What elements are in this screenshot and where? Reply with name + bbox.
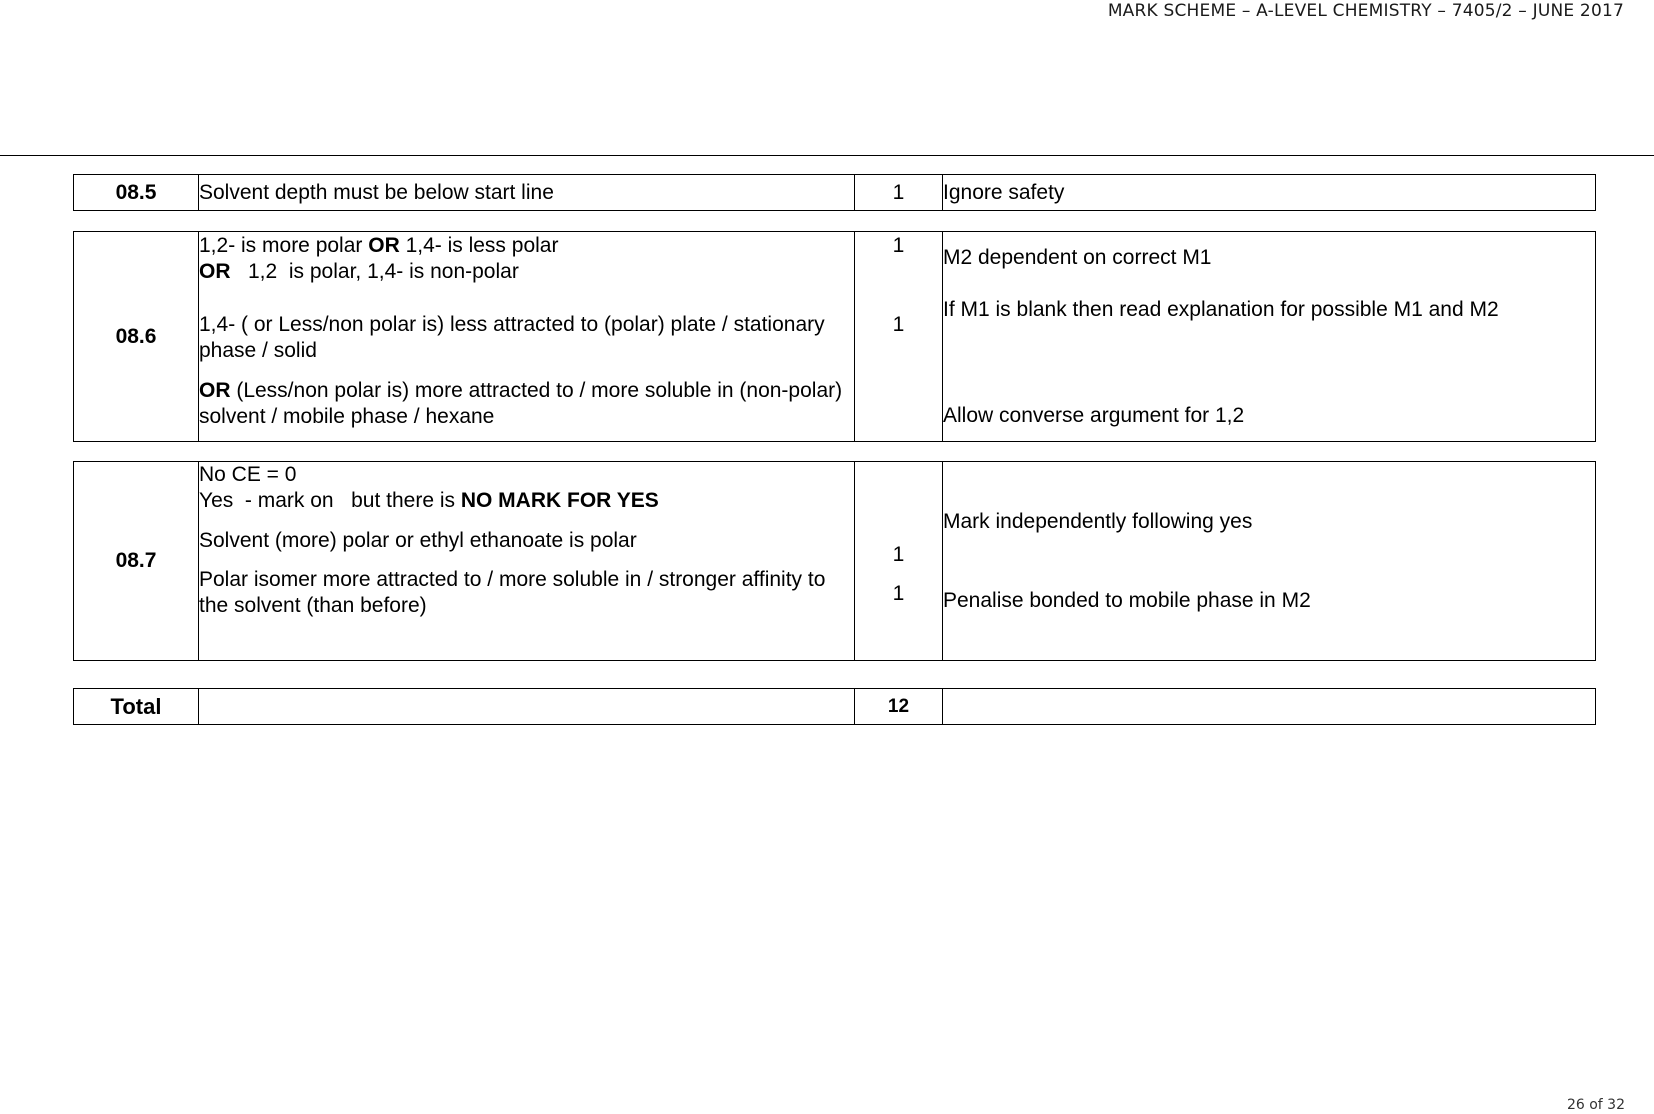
mark-cell bbox=[855, 232, 943, 442]
document-header: MARK SCHEME – A-LEVEL CHEMISTRY – 7405/2 – JUNE 2017 bbox=[1107, 1, 1624, 21]
answer-cell: Solvent depth must be below start line bbox=[199, 175, 855, 211]
mark-value: 1 bbox=[892, 582, 905, 605]
total-mark: 12 bbox=[855, 689, 943, 725]
total-guidance-cell bbox=[943, 689, 1596, 725]
answer-text: 1,2- is more polar bbox=[199, 234, 369, 257]
question-number: 08.7 bbox=[74, 462, 199, 661]
mark-table-total bbox=[73, 688, 1596, 725]
guidance-line: Mark independently following yes bbox=[943, 510, 1253, 533]
table-row bbox=[74, 462, 1596, 661]
total-label: Total bbox=[74, 689, 199, 725]
guidance-cell bbox=[943, 462, 1596, 661]
guidance-line: Penalise bonded to mobile phase in M2 bbox=[943, 589, 1311, 612]
answer-text: Yes - mark on but there is bbox=[199, 489, 461, 512]
guidance-cell bbox=[943, 232, 1596, 442]
table-row bbox=[74, 689, 1596, 725]
answer-line bbox=[199, 488, 854, 514]
no-mark-note: NO MARK FOR YES bbox=[460, 489, 659, 512]
guidance-line: Allow converse argument for 1,2 bbox=[943, 404, 1245, 427]
answer-text: (Less/non polar is) more attracted to / more soluble in (non-polar) solvent / mobile phase / hexane bbox=[199, 379, 843, 428]
table-row bbox=[74, 175, 1596, 211]
answer-cell bbox=[199, 462, 855, 661]
answer-line: 1,4- ( or Less/non polar is) less attracted to (polar) plate / stationary phase / solid bbox=[199, 313, 825, 362]
mark-value: 1 bbox=[892, 543, 905, 566]
mark-value: 1 bbox=[892, 234, 905, 257]
guidance-cell: Ignore safety bbox=[943, 175, 1596, 211]
question-number: 08.5 bbox=[74, 175, 199, 211]
question-number: 08.6 bbox=[74, 232, 199, 442]
mark-table-08-5 bbox=[73, 174, 1596, 211]
page-number: 26 of 32 bbox=[1566, 1097, 1625, 1113]
mark-table-08-6 bbox=[73, 231, 1596, 442]
mark-cell bbox=[855, 462, 943, 661]
answer-line bbox=[199, 233, 854, 259]
mark-table-08-7 bbox=[73, 461, 1596, 661]
answer-text: 1,4- is less polar bbox=[399, 234, 559, 257]
answer-line: Polar isomer more attracted to / more soluble in / stronger affinity to the solvent (than before) bbox=[199, 568, 826, 617]
answer-cell bbox=[199, 232, 855, 442]
guidance-line: If M1 is blank then read explanation for possible M1 and M2 bbox=[943, 298, 1499, 321]
guidance-line: M2 dependent on correct M1 bbox=[943, 246, 1212, 269]
total-empty-cell bbox=[199, 689, 855, 725]
answer-line bbox=[199, 378, 854, 430]
header-rule bbox=[0, 155, 1654, 156]
or-keyword: OR bbox=[199, 260, 231, 283]
answer-line bbox=[199, 259, 854, 285]
answer-line: No CE = 0 bbox=[199, 463, 297, 486]
or-keyword: OR bbox=[199, 379, 231, 402]
answer-text: 1,2 is polar, 1,4- is non-polar bbox=[230, 260, 519, 283]
table-row bbox=[74, 232, 1596, 442]
mark-cell: 1 bbox=[855, 175, 943, 211]
mark-value: 1 bbox=[892, 313, 905, 336]
or-keyword: OR bbox=[368, 234, 400, 257]
answer-line: Solvent (more) polar or ethyl ethanoate is polar bbox=[199, 529, 637, 552]
